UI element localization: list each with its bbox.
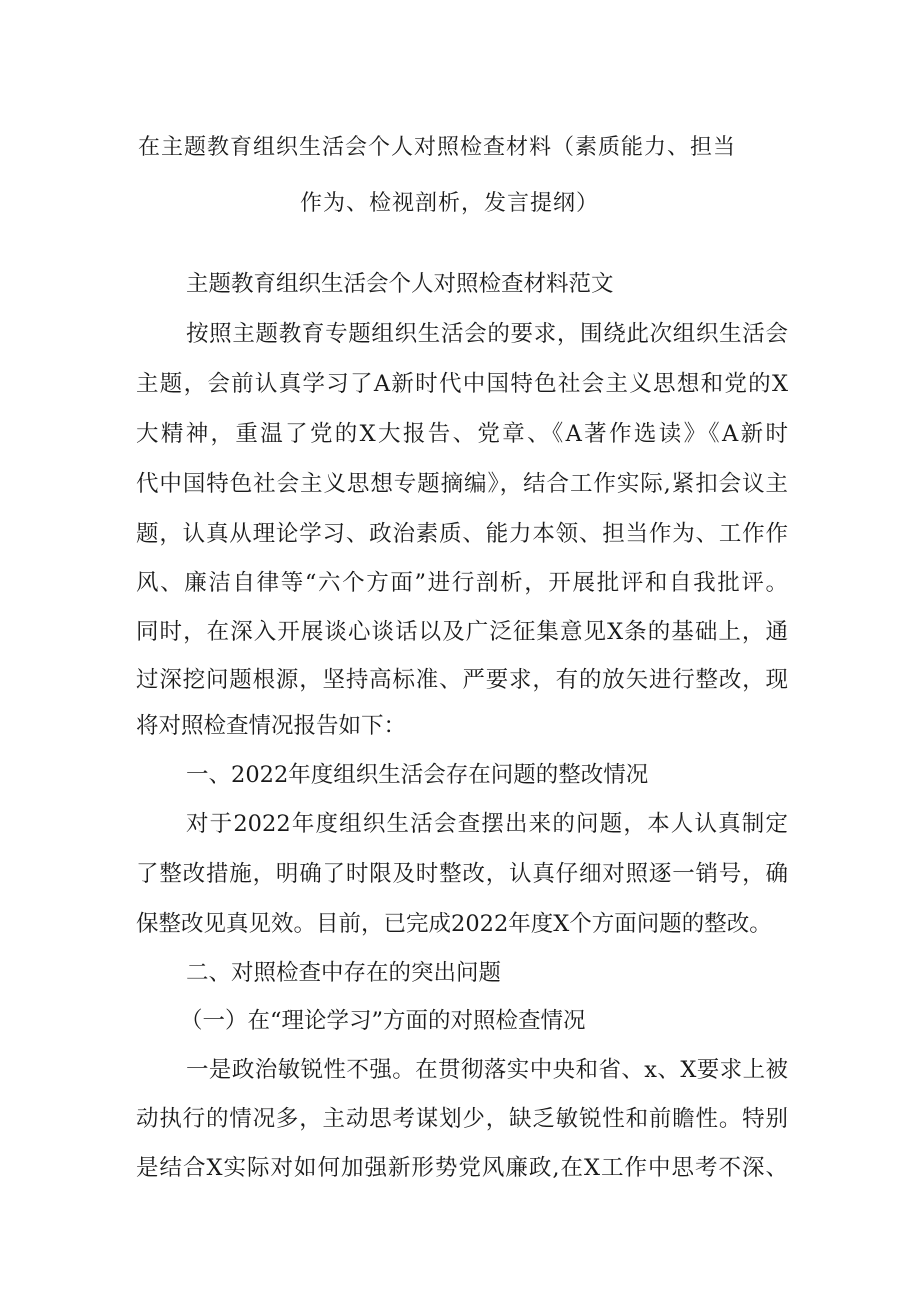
paragraph-line: 同时，在深入开展谈心谈话以及广泛征集意见X条的基础上，通 (136, 619, 788, 645)
paragraph-line: 大精神，重温了党的X大报告、党章、《A著作选读》《A新时 (136, 421, 788, 447)
document-title-line-2: 作为、检视剖析，发言提纲） (300, 191, 600, 216)
paragraph-line: 题，认真从理论学习、政治素质、能力本领、担当作为、工作作 (136, 521, 788, 547)
document-title-line-1: 在主题教育组织生活会个人对照检查材料（素质能力、担当 (138, 135, 737, 160)
paragraph-line: 是结合X实际对如何加强新形势党风廉政,在X工作中思考不深、 (136, 1155, 788, 1181)
paragraph-line: 将对照检查情况报告如下： (136, 713, 407, 739)
section-heading-2: 二、对照检查中存在的突出问题 (186, 960, 502, 986)
paragraph-line: 保整改见真见效。目前，已完成2022年度X个方面问题的整改。 (136, 911, 772, 937)
paragraph-line: 动执行的情况多，主动思考谋划少，缺乏敏锐性和前瞻性。特别 (136, 1106, 788, 1132)
paragraph-line: 风、廉洁自律等“六个方面”进行剖析，开展批评和自我批评。 (136, 570, 788, 596)
section-heading-1: 一、2022年度组织生活会存在问题的整改情况 (186, 762, 649, 788)
paragraph-line: 对于2022年度组织生活会查摆出来的问题，本人认真制定 (186, 811, 788, 837)
paragraph-line: 过深挖问题根源，坚持高标准、严要求，有的放矢进行整改，现 (136, 667, 788, 693)
document-subtitle: 主题教育组织生活会个人对照检查材料范文 (186, 271, 614, 297)
paragraph-line: 主题，会前认真学习了A新时代中国特色社会主义思想和党的X (136, 371, 788, 397)
subsection-heading: （一）在“理论学习”方面的对照检查情况 (180, 1008, 586, 1034)
paragraph-line: 代中国特色社会主义思想专题摘编》，结合工作实际,紧扣会议主 (136, 471, 788, 497)
paragraph-line: 一是政治敏锐性不强。在贯彻落实中央和省、x、X要求上被 (186, 1057, 788, 1083)
paragraph-line: 按照主题教育专题组织生活会的要求，围绕此次组织生活会 (186, 321, 788, 347)
paragraph-line: 了整改措施，明确了时限及时整改，认真仔细对照逐一销号，确 (136, 861, 788, 887)
